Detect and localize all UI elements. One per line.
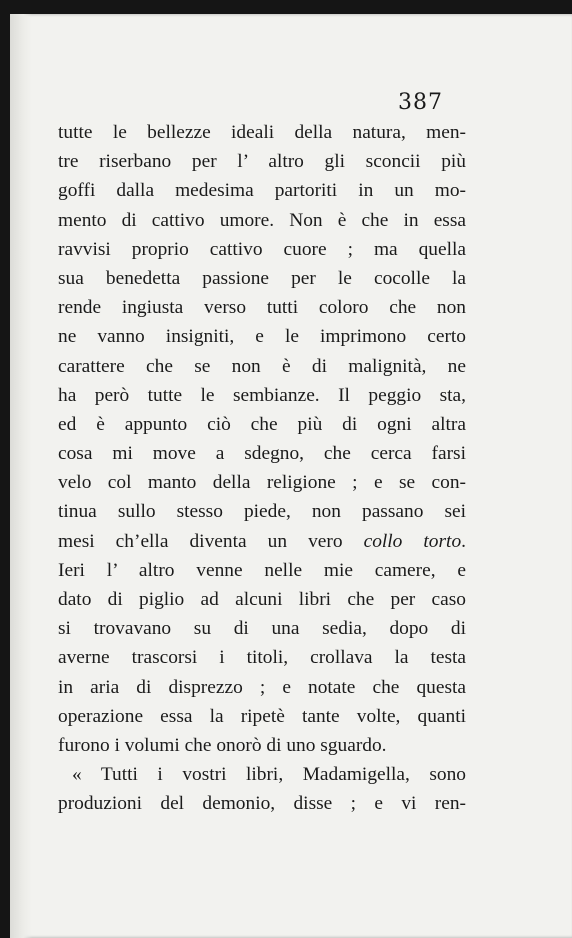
text-line: ed è appunto ciò che più di ogni altra: [58, 413, 466, 435]
text-line: velo col manto della religione ; e se con-: [58, 472, 466, 494]
text-run: mesi ch’ella diventa un vero: [58, 530, 364, 552]
text-run: .: [461, 530, 466, 552]
body-text: [58, 118, 466, 819]
text-line: ravvisi proprio cattivo cuore ; ma quella: [58, 238, 466, 260]
text-line: rende ingiusta verso tutti coloro che non: [58, 297, 466, 319]
text-line: furono i volumi che onorò di uno sguardo.: [58, 734, 387, 756]
text-line: cosa mi move a sdegno, che cerca farsi: [58, 443, 466, 465]
text-line: produzioni del demonio, disse ; e vi ren-: [58, 793, 466, 815]
text-line: averne trascorsi i titoli, crollava la testa: [58, 647, 466, 669]
text-line: in aria di disprezzo ; e notate che questa: [58, 676, 466, 698]
book-page: [10, 14, 572, 938]
text-line: sua benedetta passione per le cocolle la: [58, 267, 466, 289]
text-line: ha però tutte le sembianze. Il peggio sta,: [58, 384, 466, 406]
text-line: operazione essa la ripetè tante volte, quanti: [58, 705, 466, 727]
text-line: Ieri l’ altro venne nelle mie camere, e: [58, 559, 466, 581]
text-line: tre riserbano per l’ altro gli sconcii più: [58, 151, 466, 173]
text-line: mento di cattivo umore. Non è che in essa: [58, 209, 466, 231]
text-line: carattere che se non è di malignità, ne: [58, 355, 466, 377]
text-line: tutte le bellezze ideali della natura, men-: [58, 122, 466, 143]
page-gutter-shadow: [10, 14, 32, 938]
text-line: ne vanno insigniti, e le imprimono certo: [58, 326, 466, 348]
text-line: si trovavano su di una sedia, dopo di: [58, 618, 466, 640]
text-line: « Tutti i vostri libri, Madamigella, sono: [72, 764, 466, 786]
italic-phrase: collo torto: [363, 530, 462, 552]
text-line: [58, 527, 466, 556]
text-line: dato di piglio ad alcuni libri che per caso: [58, 589, 466, 610]
text-line: goffi dalla medesima partoriti in un mo-: [58, 180, 466, 202]
text-line: tinua sullo stesso piede, non passano sei: [58, 501, 466, 523]
page-number: 387: [398, 90, 443, 115]
